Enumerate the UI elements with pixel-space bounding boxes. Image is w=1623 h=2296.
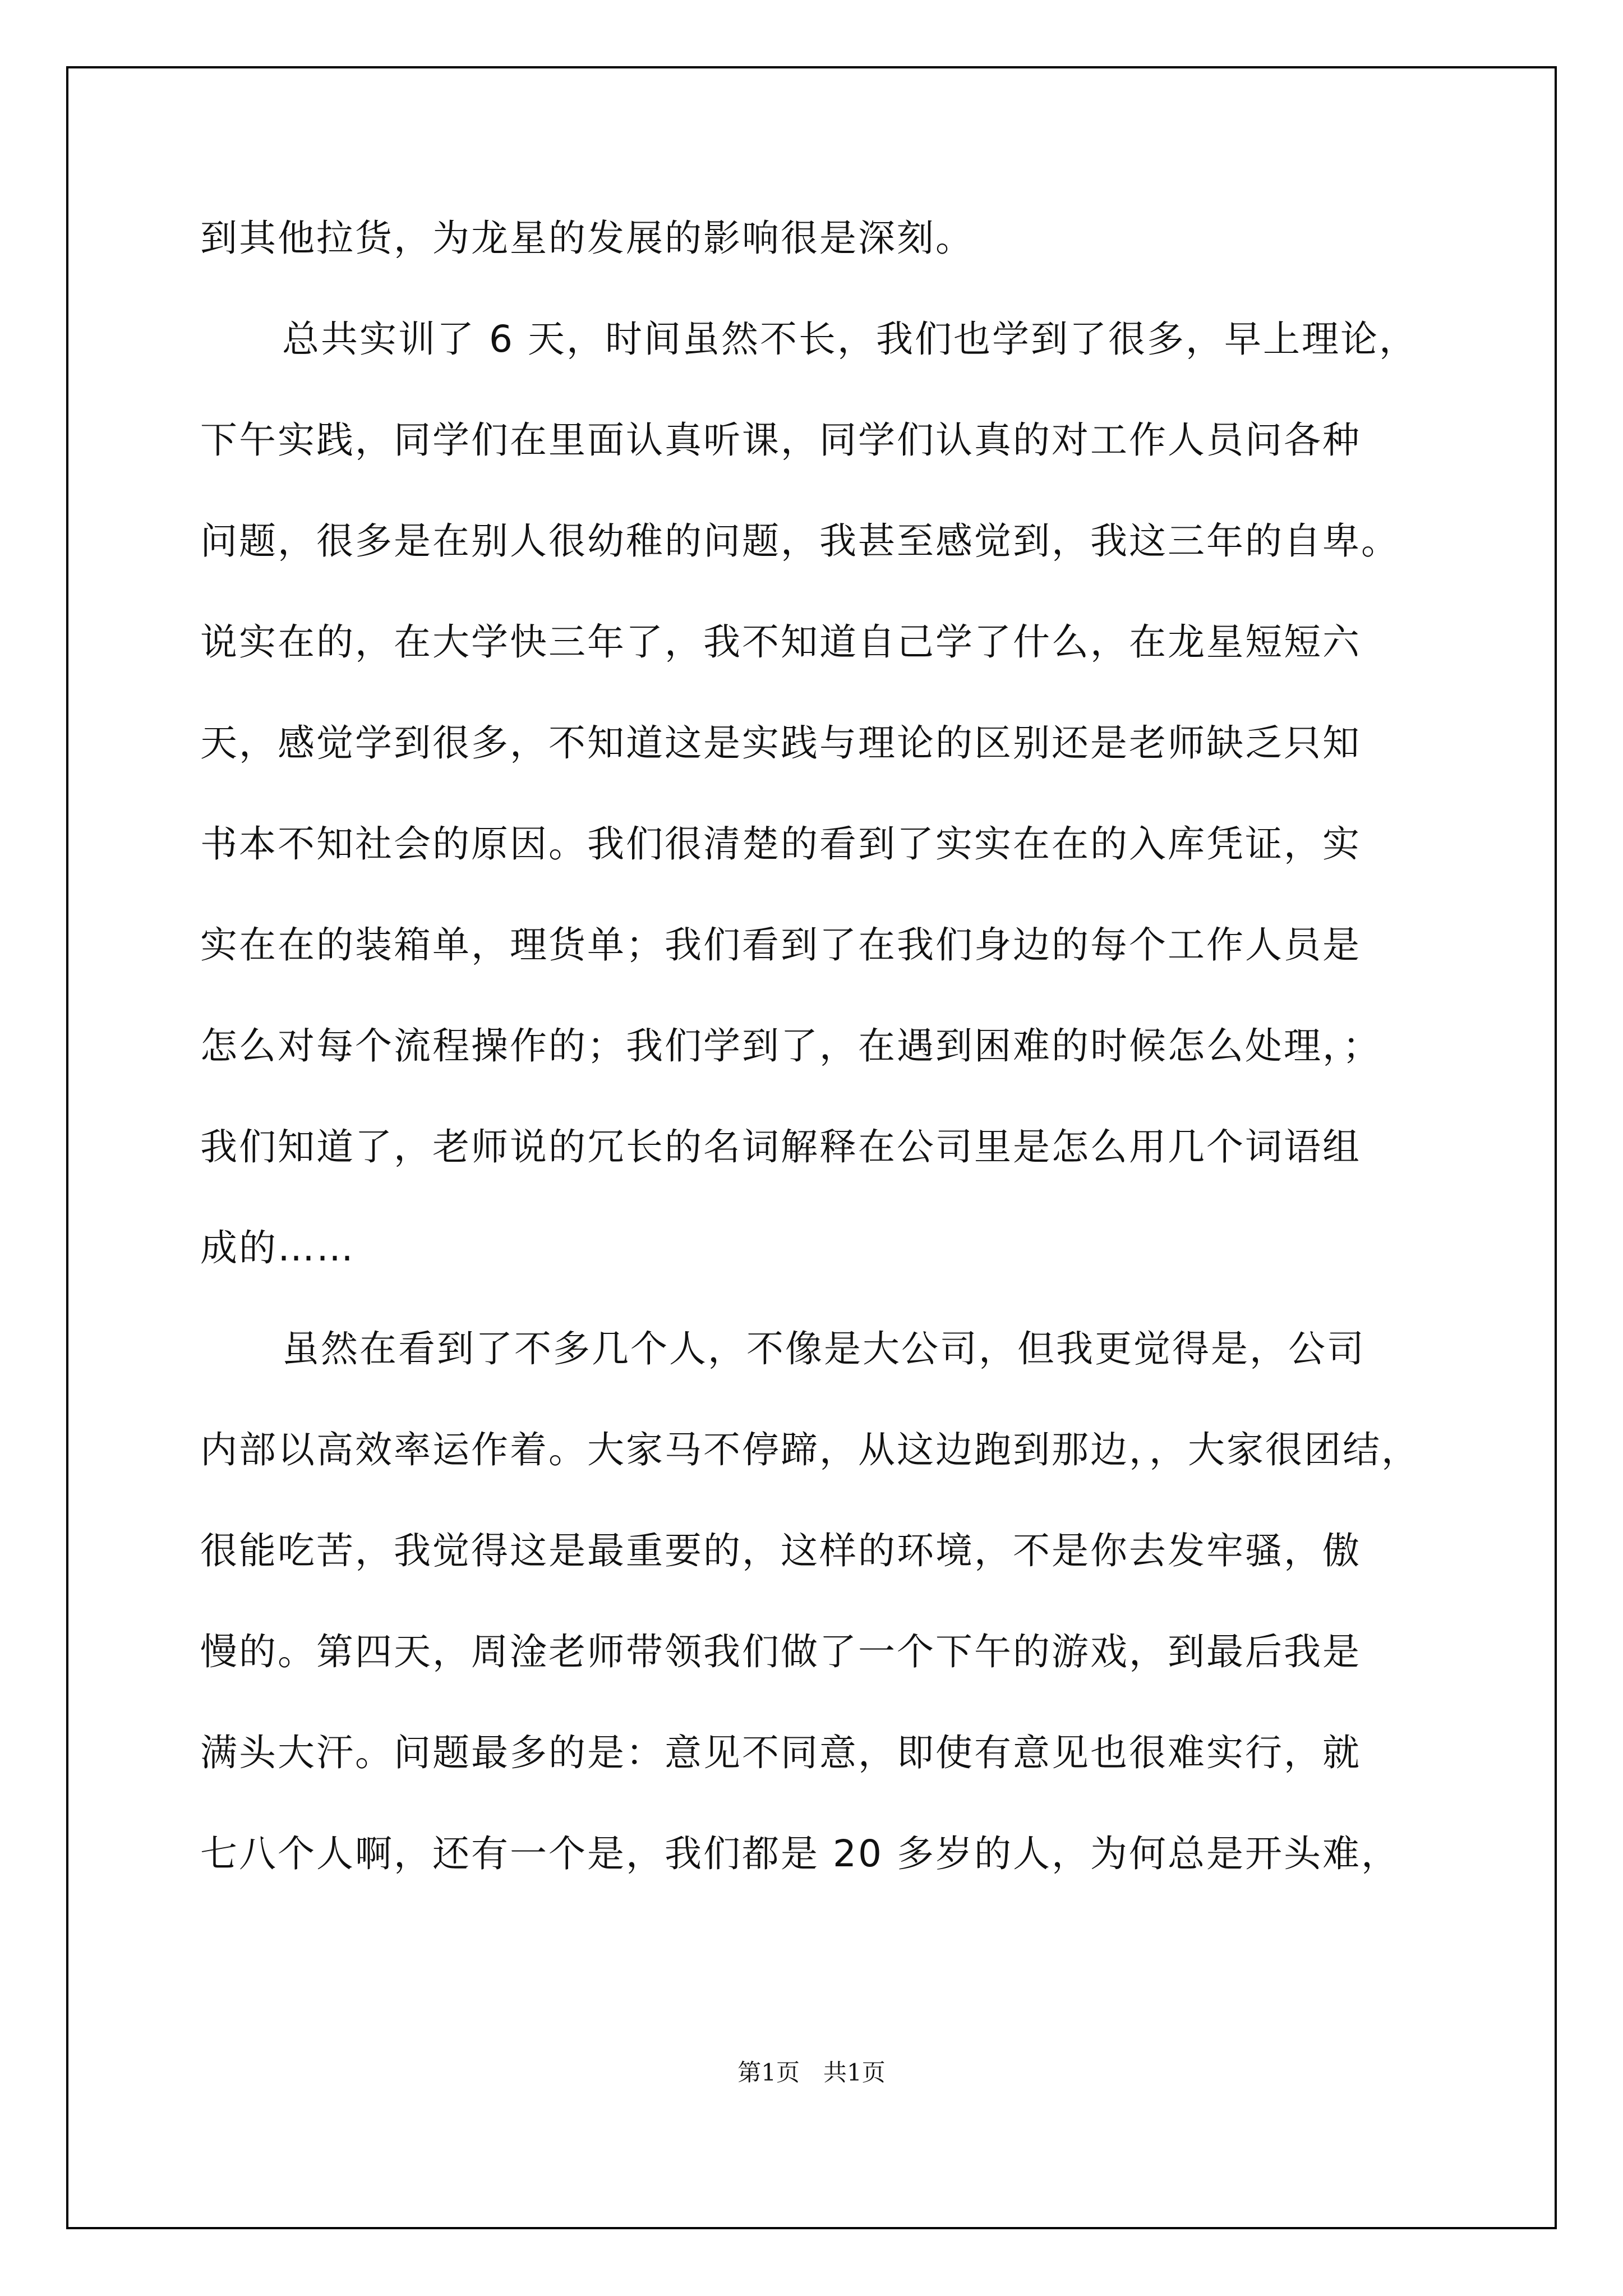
text-line-3: 下午实践，同学们在里面认真听课，同学们认真的对工作人员问各种 [200, 418, 1361, 462]
text-line-17: 七八个人啊，还有一个是，我们都是 20 多岁的人，为何总是开头难， [200, 1832, 1400, 1875]
text-line-7: 书本不知社会的原因。我们很清楚的看到了实实在在的入库凭证，实 [200, 822, 1361, 866]
text-line-10: 我们知道了，老师说的冗长的名词解释在公司里是怎么用几个词语组 [200, 1125, 1361, 1168]
text-line-5: 说实在的，在大学快三年了，我不知道自己学了什么，在龙星短短六 [200, 620, 1361, 664]
text-line-12: 虽然在看到了不多几个人，不像是大公司，但我更觉得是，公司 [282, 1327, 1366, 1370]
text-line-1: 到其他拉货，为龙星的发展的影响很是深刻。 [200, 217, 974, 260]
text-line-8: 实在在的装箱单，理货单；我们看到了在我们身边的每个工作人员是 [200, 923, 1361, 967]
text-line-9: 怎么对每个流程操作的；我们学到了，在遇到困难的时候怎么处理，； [200, 1024, 1381, 1068]
text-line-11: 成的…… [200, 1226, 355, 1269]
text-line-15: 慢的。第四天，周淦老师带领我们做了一个下午的游戏，到最后我是 [200, 1630, 1361, 1673]
text-line-6: 天，感觉学到很多，不知道这是实践与理论的区别还是老师缺乏只知 [200, 721, 1361, 765]
text-line-13: 内部以高效率运作着。大家马不停蹄，从这边跑到那边，，大家很团结， [200, 1428, 1420, 1471]
text-line-4: 问题，很多是在别人很幼稚的问题，我甚至感觉到，我这三年的自卑。 [200, 519, 1400, 563]
page-footer: 第1页 共1页 [737, 2059, 886, 2086]
text-line-16: 满头大汗。问题最多的是：意见不同意，即使有意见也很难实行，就 [200, 1731, 1361, 1774]
text-line-2: 总共实训了 6 天，时间虽然不长，我们也学到了很多，早上理论， [282, 318, 1418, 361]
text-line-14: 很能吃苦，我觉得这是最重要的，这样的环境，不是你去发牢骚，傲 [200, 1529, 1361, 1572]
